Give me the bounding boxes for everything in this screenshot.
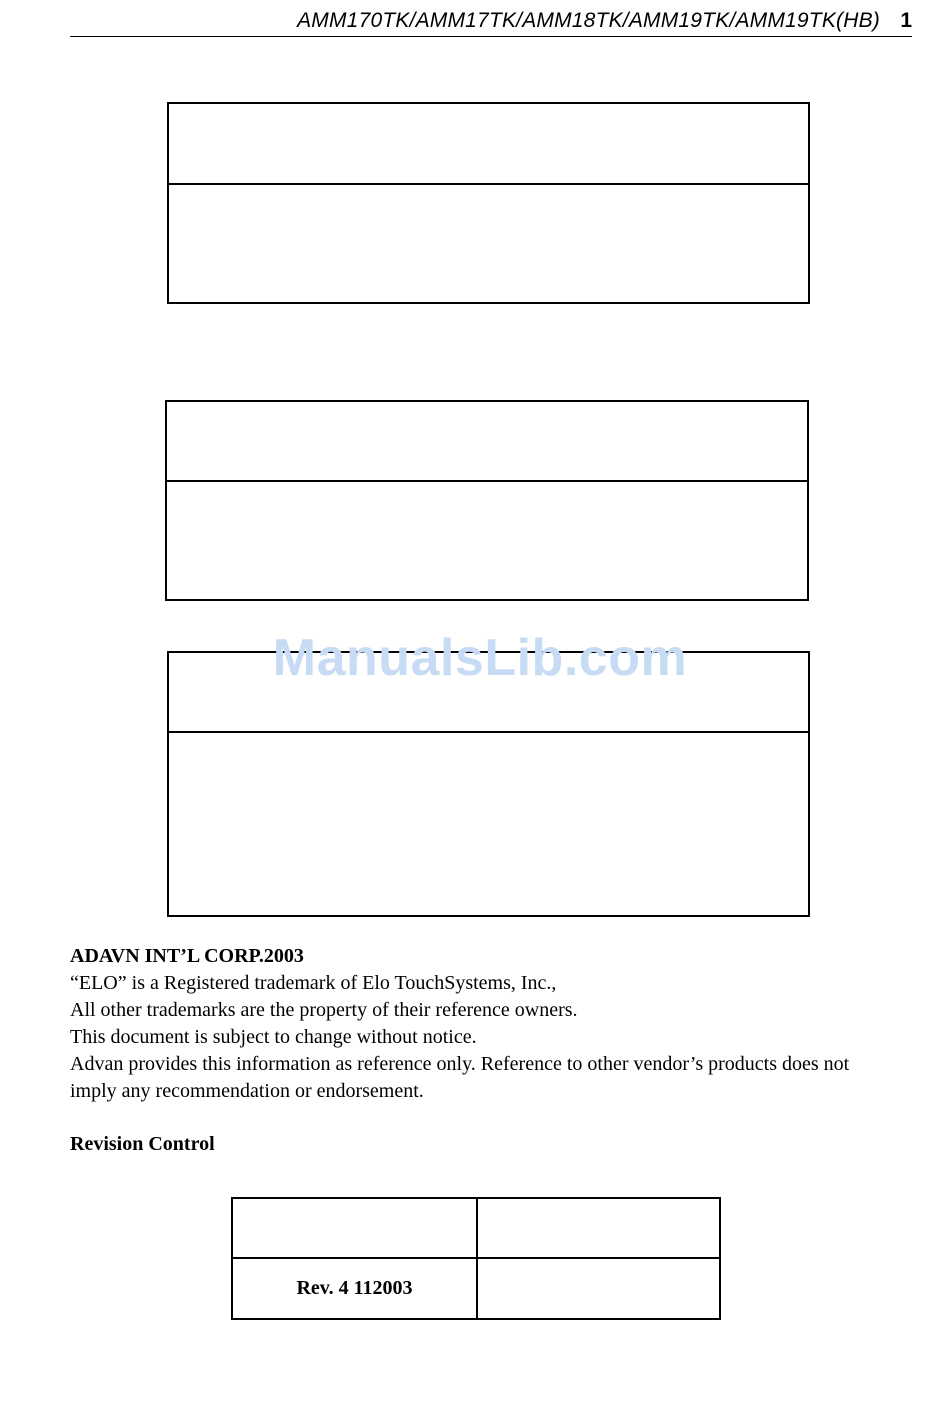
notice-line: “ELO” is a Registered trademark of Elo TouchSystems, Inc., [70, 972, 557, 994]
notice-box-1 [167, 102, 810, 304]
revision-cell [233, 1199, 476, 1257]
notice-line: All other trademarks are the property of their reference owners. [70, 999, 578, 1021]
revision-cell [478, 1259, 718, 1317]
notice-box-3-divider [169, 731, 808, 733]
company-line: ADAVN INT’L CORP.2003 [70, 945, 304, 967]
notice-line: This document is subject to change without notice. [70, 1026, 477, 1048]
copyright-notice [70, 943, 890, 1105]
notice-box-1-divider [169, 183, 808, 185]
notice-box-2 [165, 400, 809, 601]
page-number: 1 [900, 9, 912, 32]
revision-table [231, 1197, 721, 1320]
notice-box-3 [167, 651, 810, 917]
notice-line: Advan provides this information as reference only. Reference to other vendor’s products does not imply any recommendation or endorsement. [70, 1053, 850, 1102]
page-header [70, 8, 912, 37]
revision-cell [478, 1199, 718, 1257]
document-title: AMM170TK/AMM17TK/AMM18TK/AMM19TK/AMM19TK(HB) [297, 9, 880, 32]
watermark: ManualsLib.com [272, 629, 688, 687]
revision-heading: Revision Control [70, 1133, 215, 1155]
notice-box-2-divider [167, 480, 807, 482]
revision-cell: Rev. 4 112003 [296, 1276, 413, 1299]
